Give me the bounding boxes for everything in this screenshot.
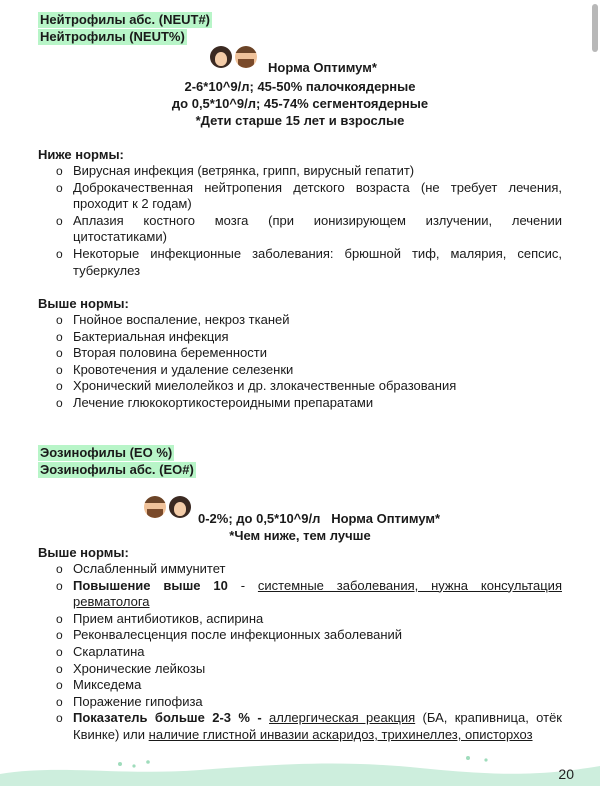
decor-dot [484,758,487,761]
man-avatar-icon [144,496,166,518]
list-item-bold: Показатель больше 2-3 % - [73,710,262,726]
decor-dot [146,760,150,764]
list-item: o Аплазия костного мозга (при ионизирующем излучении, лечении цитостатиками) [56,213,562,246]
neut-below-heading: Ниже нормы: [38,147,124,162]
list-item: o Хронический миелолейкоз и др. злокачественные образования [56,378,562,395]
eo-norm-note: *Чем ниже, тем лучше [229,528,371,543]
list-item [56,578,562,611]
list-item: o Вторая половина беременности [56,345,562,362]
avatar-pair [210,46,257,68]
eo-above-list [56,561,562,744]
neut-norm-line-2: до 0,5*10^9/л; 45-74% сегментоядерные [171,96,429,111]
avatar-pair [144,496,191,518]
neut-norm-line-1: 2-6*10^9/л; 45-50% палочкоядерные [184,79,416,94]
neut-title-abs: Нейтрофилы абс. (NEUT#) [40,12,211,27]
eo-title-abs: Эозинофилы абс. (EO#) [40,462,194,477]
neut-norm-label: Норма Оптимум* [268,60,377,75]
neut-title-percent: Нейтрофилы (NEUT%) [40,29,185,44]
list-item: o Лечение глюкокортикостероидными препаратами [56,395,562,412]
list-item [56,710,562,743]
list-item: o Реконвалесценция после инфекционных заболеваний [56,627,562,644]
neut-above-heading: Выше нормы: [38,296,129,311]
decor-dot [466,756,470,760]
separator [262,710,269,725]
list-item-link: системные заболевания, нужна консультация ревматолога [73,577,562,610]
separator: - [227,577,258,593]
neut-above-list [56,312,562,412]
eo-above-heading: Выше нормы: [38,545,129,560]
list-item-link: наличие глистной инвазии аскаридоз, трихинеллез, описторхоз [148,726,533,742]
eo-title-percent: Эозинофилы (EO %) [40,445,173,460]
list-item: o Бактериальная инфекция [56,329,562,346]
page-number: 20 [558,766,574,782]
list-item: o Микседема [56,677,562,694]
scrollbar[interactable] [592,4,598,52]
list-item-link: аллергическая реакция [269,710,416,726]
footer-wave-shape [0,764,600,786]
list-item: o Скарлатина [56,644,562,661]
footer-wave-decoration [0,746,600,786]
man-avatar-icon [235,46,257,68]
list-item: o Вирусная инфекция (ветрянка, грипп, вирусный гепатит) [56,163,562,180]
list-item: o Ослабленный иммунитет [56,561,562,578]
list-item: o Кровотечения и удаление селезенки [56,362,562,379]
list-item-text: (БА, крапивница, отёк Квинке) или [73,710,562,742]
list-item-bold: Повышение выше 10 [73,577,228,593]
decor-dot [118,762,122,766]
list-item: o Поражение гипофиза [56,694,562,711]
list-item: o Прием антибиотиков, аспирина [56,611,562,628]
neut-below-list [56,163,562,279]
neut-norm-note: *Дети старше 15 лет и взрослые [195,113,405,128]
list-item: o Гнойное воспаление, некроз тканей [56,312,562,329]
list-item: o Хронические лейкозы [56,661,562,678]
eo-norm-line: 0-2%; до 0,5*10^9/л Норма Оптимум* [198,511,441,526]
decor-dot [132,764,135,767]
woman-avatar-icon [210,46,232,68]
list-item: o Доброкачественная нейтропения детского возраста (не требует лечения, проходит к 2 годам) [56,180,562,213]
woman-avatar-icon [169,496,191,518]
list-item: o Некоторые инфекционные заболевания: брюшной тиф, малярия, сепсис, туберкулез [56,246,562,279]
